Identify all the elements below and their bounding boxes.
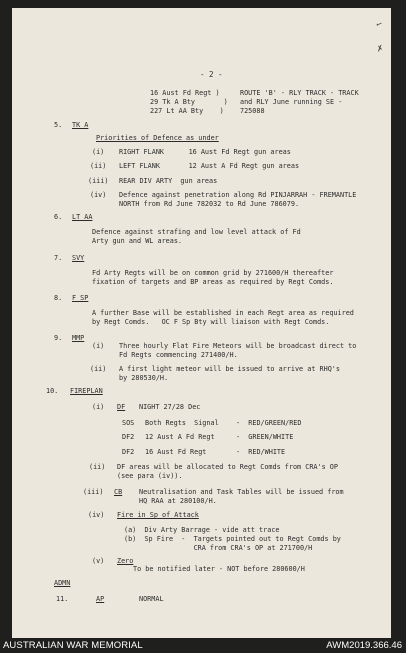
route-text-2: and RLY June running SE - bbox=[240, 98, 343, 106]
s5-item-4: Defence against penetration along Rd PINJARRAH - FREMANTLE NORTH from Rd June 782032 to Rd June 786079. bbox=[119, 191, 357, 208]
s9-item-2: A first light meteor will be issued to arrive at RHQ's by 280530/H. bbox=[119, 365, 340, 382]
s5-item-2: LEFT FLANK 12 Aust A Fd Regt gun areas bbox=[119, 162, 300, 170]
s11-num: 11. bbox=[56, 595, 69, 603]
s8-heading: F SP bbox=[72, 294, 89, 302]
route-text-1: ROUTE 'B' - RLY TRACK - TRACK bbox=[240, 89, 359, 97]
s11-text: NORMAL bbox=[139, 595, 164, 603]
s6-heading: LT AA bbox=[72, 213, 93, 221]
s9-item-1: Three hourly Flat Fire Meteors will be broadcast direct to Fd Regts commencing 271400/H. bbox=[119, 342, 357, 359]
signal-unit-3: 16 Aust Fd Regt bbox=[145, 448, 215, 456]
s5-num: 5. bbox=[54, 121, 63, 129]
signal-code-2: DF2 bbox=[122, 433, 135, 441]
s6-num: 6. bbox=[54, 213, 63, 221]
s7-num: 7. bbox=[54, 254, 63, 262]
document-page bbox=[12, 8, 391, 638]
s8-num: 8. bbox=[54, 294, 63, 302]
s5-heading: TK A bbox=[72, 121, 89, 129]
route-text-3: 725088 bbox=[240, 107, 265, 115]
s6-text: Defence against strafing and low level attack of Fd Arty gun and WL areas. bbox=[92, 228, 301, 245]
s10-num: 10. bbox=[46, 387, 59, 395]
signal-value-2: - GREEN/WHITE bbox=[236, 433, 294, 441]
footer-right: AWM2019.366.46 bbox=[326, 640, 402, 651]
route-unit-1: 16 Aust Fd Regt ) bbox=[150, 89, 220, 97]
s7-text: Fd Arty Regts will be on common grid by 271600/H thereafter fixation of targets and BP areas as required by Regt Comds. bbox=[92, 269, 334, 286]
s9-item-num-1: (i) bbox=[92, 342, 105, 350]
s10-iv-num: (iv) bbox=[88, 511, 105, 519]
s10-iv-a: (a) Div Arty Barrage - vide att trace bbox=[124, 526, 280, 534]
s11-heading: AP bbox=[96, 595, 105, 603]
s8-text: A further Base will be established in each Regt area as required by Regt Comds. OC F Sp Bty will liaison with Regt Comds. bbox=[92, 309, 354, 326]
s10-v-num: (v) bbox=[92, 557, 105, 565]
s10-iv-b: (b) Sp Fire - Targets pointed out to Regt Comds by CRA from CRA's OP at 271700/H bbox=[124, 535, 341, 552]
signal-code-3: DF2 bbox=[122, 448, 135, 456]
s10-heading: FIREPLAN bbox=[70, 387, 103, 395]
s10-v-label: Zero bbox=[117, 557, 134, 565]
signal-value-3: - RED/WHITE bbox=[236, 448, 286, 456]
s5-priorities: Priorities of Defence as under bbox=[96, 134, 219, 142]
s7-heading: SVY bbox=[72, 254, 85, 262]
s10-iv-label: Fire in Sp of Attack bbox=[117, 511, 199, 519]
s10-iii-label: CB bbox=[114, 488, 123, 496]
page-number: - 2 - bbox=[200, 70, 223, 79]
s10-i-label: DF bbox=[117, 403, 126, 411]
s5-item-num-2: (ii) bbox=[90, 162, 107, 170]
s5-item-num-3: (iii) bbox=[88, 177, 109, 185]
s10-iii-num: (iii) bbox=[83, 488, 104, 496]
s10-ii-text: DF areas will be allocated to Regt Comds from CRA's OP (see para (iv)). bbox=[117, 463, 338, 480]
s9-item-num-2: (ii) bbox=[90, 365, 107, 373]
s5-item-1: RIGHT FLANK 16 Aust Fd Regt gun areas bbox=[119, 148, 291, 156]
footer-bar bbox=[0, 638, 406, 653]
s10-i-text: NIGHT 27/28 Dec bbox=[139, 403, 201, 411]
s10-ii-num: (ii) bbox=[89, 463, 106, 471]
signal-code-1: SOS bbox=[122, 419, 135, 427]
s5-item-num-4: (iv) bbox=[90, 191, 107, 199]
s5-item-3: REAR DIV ARTY gun areas bbox=[119, 177, 218, 185]
s10-iii-text: Neutralisation and Task Tables will be issued from HQ RAA at 280100/H. bbox=[139, 488, 344, 505]
corner-scribble: ✗ bbox=[375, 42, 385, 55]
admn-heading: ADMN bbox=[54, 579, 71, 587]
s10-i-num: (i) bbox=[92, 403, 105, 411]
s9-num: 9. bbox=[54, 334, 63, 342]
s9-heading: MMP bbox=[72, 334, 85, 342]
signal-value-1: - RED/GREEN/RED bbox=[236, 419, 302, 427]
corner-mark: ✓ bbox=[373, 19, 383, 31]
footer-left: AUSTRALIAN WAR MEMORIAL bbox=[3, 640, 143, 651]
s5-item-num-1: (i) bbox=[92, 148, 105, 156]
route-unit-3: 227 Lt AA Bty ) bbox=[150, 107, 224, 115]
route-unit-2: 29 Tk A Bty ) bbox=[150, 98, 228, 106]
signal-unit-1: Both Regts Signal bbox=[145, 419, 219, 427]
signal-unit-2: 12 Aust A Fd Regt bbox=[145, 433, 215, 441]
s10-v-text: To be notified later - NOT before 280600/H bbox=[133, 565, 305, 573]
